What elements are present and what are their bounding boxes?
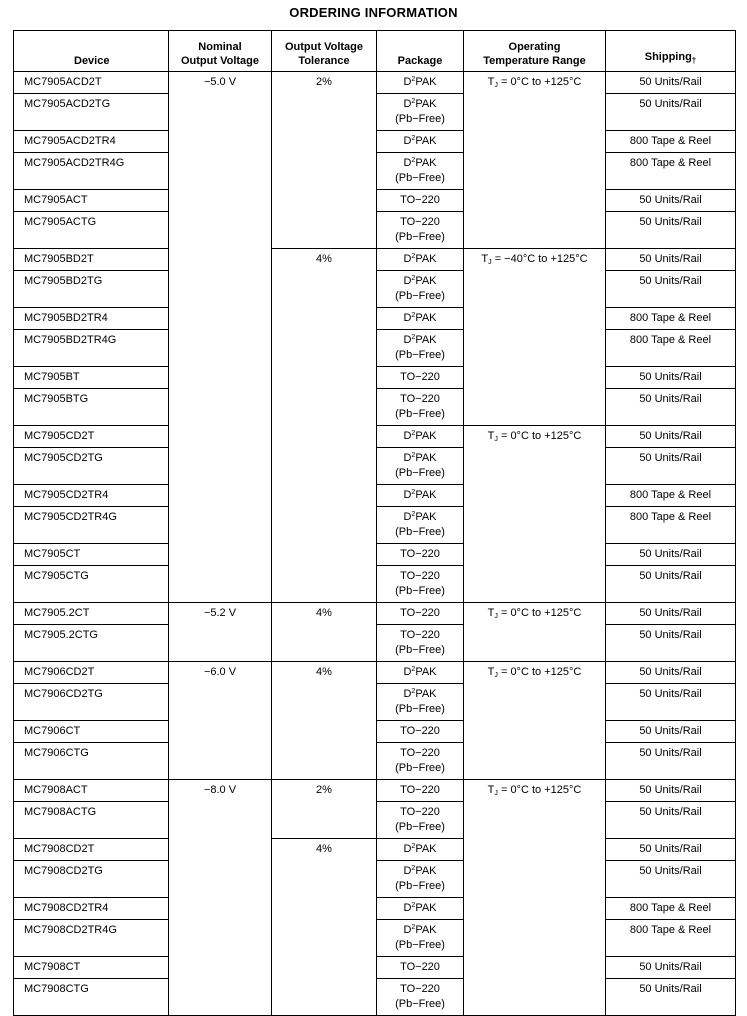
package-name-suffix: PAK xyxy=(415,843,437,855)
page-title: ORDERING INFORMATION xyxy=(289,5,458,20)
table-row xyxy=(14,839,736,861)
shipping-cell: 50 Units/Rail xyxy=(606,780,736,802)
shipping-cell: 50 Units/Rail xyxy=(606,271,736,308)
package-cell xyxy=(377,448,464,485)
package-name: D xyxy=(403,430,412,442)
shipping-cell: 50 Units/Rail xyxy=(606,861,736,898)
device-cell: MC7905BD2TG xyxy=(14,271,169,308)
device-cell: MC7906CD2T xyxy=(14,662,169,684)
temp-subscript: J xyxy=(494,436,498,443)
package-name: D xyxy=(403,98,412,110)
shipping-cell: 50 Units/Rail xyxy=(606,249,736,271)
package-cell xyxy=(377,721,464,743)
package-cell xyxy=(377,743,464,780)
temp-symbol: T xyxy=(487,784,495,796)
temperature-cell xyxy=(464,426,606,603)
header-package: Package xyxy=(377,31,464,72)
package-superscript: 2 xyxy=(411,452,416,459)
package-name: D xyxy=(403,924,412,936)
temp-symbol: T xyxy=(487,666,495,678)
package-pb-free: (Pb−Free) xyxy=(395,171,445,184)
device-cell: MC7905CTG xyxy=(14,566,169,603)
package-name: TO−220 xyxy=(400,548,440,560)
device-cell: MC7906CT xyxy=(14,721,169,743)
table-row xyxy=(14,662,736,684)
shipping-cell: 50 Units/Rail xyxy=(606,625,736,662)
device-cell: MC7905CD2TR4 xyxy=(14,485,169,507)
temp-symbol: T xyxy=(487,76,495,88)
shipping-cell: 800 Tape & Reel xyxy=(606,485,736,507)
device-cell: MC7905ACD2TG xyxy=(14,94,169,131)
shipping-cell: 50 Units/Rail xyxy=(606,190,736,212)
package-name: D xyxy=(403,253,412,265)
package-cell xyxy=(377,898,464,920)
device-cell: MC7908CD2T xyxy=(14,839,169,861)
shipping-cell: 50 Units/Rail xyxy=(606,566,736,603)
shipping-cell: 50 Units/Rail xyxy=(606,802,736,839)
package-cell xyxy=(377,507,464,544)
tolerance-cell: 4% xyxy=(272,662,377,780)
package-pb-free: (Pb−Free) xyxy=(395,761,445,774)
package-cell xyxy=(377,94,464,131)
package-name: TO−220 xyxy=(400,725,440,737)
tolerance-cell: 4% xyxy=(272,839,377,1016)
package-superscript: 2 xyxy=(411,334,416,341)
package-name-suffix: PAK xyxy=(415,98,437,110)
device-cell: MC7908ACT xyxy=(14,780,169,802)
package-name: TO−220 xyxy=(400,216,440,228)
package-name-suffix: PAK xyxy=(415,135,437,147)
temp-symbol: T xyxy=(487,607,495,619)
package-cell xyxy=(377,271,464,308)
package-pb-free: (Pb−Free) xyxy=(395,643,445,656)
package-superscript: 2 xyxy=(411,98,416,105)
package-pb-free: (Pb−Free) xyxy=(395,820,445,833)
shipping-cell: 50 Units/Rail xyxy=(606,72,736,94)
temp-subscript: J xyxy=(488,259,492,266)
package-pb-free: (Pb−Free) xyxy=(395,112,445,125)
package-name: D xyxy=(403,157,412,169)
voltage-cell: −5.2 V xyxy=(169,603,272,662)
package-name: D xyxy=(403,76,412,88)
package-cell xyxy=(377,367,464,389)
package-name: D xyxy=(403,452,412,464)
shipping-cell: 50 Units/Rail xyxy=(606,721,736,743)
package-name: D xyxy=(403,275,412,287)
package-name: TO−220 xyxy=(400,806,440,818)
package-cell xyxy=(377,212,464,249)
table-row xyxy=(14,72,736,94)
package-name: D xyxy=(403,135,412,147)
package-name-suffix: PAK xyxy=(415,430,437,442)
shipping-cell: 800 Tape & Reel xyxy=(606,920,736,957)
shipping-cell: 800 Tape & Reel xyxy=(606,308,736,330)
package-name: D xyxy=(403,666,412,678)
device-cell: MC7905ACT xyxy=(14,190,169,212)
voltage-cell: −8.0 V xyxy=(169,780,272,1016)
shipping-cell: 50 Units/Rail xyxy=(606,389,736,426)
package-superscript: 2 xyxy=(411,688,416,695)
package-name-suffix: PAK xyxy=(415,924,437,936)
temp-range: = 0°C to +125°C xyxy=(497,430,582,442)
package-name: D xyxy=(403,688,412,700)
shipping-cell: 50 Units/Rail xyxy=(606,544,736,566)
package-cell xyxy=(377,920,464,957)
package-superscript: 2 xyxy=(411,135,416,142)
package-pb-free: (Pb−Free) xyxy=(395,584,445,597)
header-row xyxy=(14,31,736,72)
tolerance-cell: 4% xyxy=(272,249,377,603)
device-cell: MC7905ACD2T xyxy=(14,72,169,94)
shipping-cell: 50 Units/Rail xyxy=(606,94,736,131)
package-name-suffix: PAK xyxy=(415,666,437,678)
device-cell: MC7908CD2TR4G xyxy=(14,920,169,957)
device-cell: MC7905BD2T xyxy=(14,249,169,271)
device-cell: MC7905ACTG xyxy=(14,212,169,249)
shipping-cell: 50 Units/Rail xyxy=(606,743,736,780)
shipping-cell: 50 Units/Rail xyxy=(606,603,736,625)
device-cell: MC7905ACD2TR4 xyxy=(14,131,169,153)
package-name-suffix: PAK xyxy=(415,489,437,501)
device-cell: MC7905CD2TR4G xyxy=(14,507,169,544)
package-cell xyxy=(377,330,464,367)
package-cell xyxy=(377,625,464,662)
temp-range: = −40°C to +125°C xyxy=(491,253,588,265)
package-name: TO−220 xyxy=(400,629,440,641)
temperature-cell xyxy=(464,72,606,249)
package-pb-free: (Pb−Free) xyxy=(395,525,445,538)
device-cell: MC7905.2CTG xyxy=(14,625,169,662)
package-name: D xyxy=(403,865,412,877)
temp-symbol: T xyxy=(481,253,489,265)
package-cell xyxy=(377,603,464,625)
package-name-suffix: PAK xyxy=(415,452,437,464)
package-superscript: 2 xyxy=(411,924,416,931)
device-cell: MC7905BT xyxy=(14,367,169,389)
package-cell xyxy=(377,839,464,861)
package-cell xyxy=(377,389,464,426)
device-cell: MC7905CT xyxy=(14,544,169,566)
package-pb-free: (Pb−Free) xyxy=(395,702,445,715)
package-cell xyxy=(377,426,464,448)
temp-subscript: J xyxy=(494,672,498,679)
shipping-cell: 50 Units/Rail xyxy=(606,839,736,861)
shipping-cell: 50 Units/Rail xyxy=(606,979,736,1016)
shipping-cell: 50 Units/Rail xyxy=(606,367,736,389)
package-superscript: 2 xyxy=(411,865,416,872)
temp-subscript: J xyxy=(494,82,498,89)
device-cell: MC7908CD2TG xyxy=(14,861,169,898)
package-superscript: 2 xyxy=(411,902,416,909)
package-cell xyxy=(377,566,464,603)
package-name-suffix: PAK xyxy=(415,253,437,265)
package-name-suffix: PAK xyxy=(415,157,437,169)
package-name: TO−220 xyxy=(400,784,440,796)
package-superscript: 2 xyxy=(411,275,416,282)
tolerance-cell: 4% xyxy=(272,603,377,662)
package-name: D xyxy=(403,511,412,523)
header-temperature: Operating Temperature Range xyxy=(464,31,606,72)
package-cell xyxy=(377,979,464,1016)
shipping-cell: 800 Tape & Reel xyxy=(606,898,736,920)
temp-range: = 0°C to +125°C xyxy=(497,76,582,88)
package-name: TO−220 xyxy=(400,961,440,973)
package-name-suffix: PAK xyxy=(415,865,437,877)
package-name-suffix: PAK xyxy=(415,76,437,88)
header-device: Device xyxy=(14,31,169,72)
package-cell xyxy=(377,662,464,684)
package-cell xyxy=(377,72,464,94)
shipping-cell: 50 Units/Rail xyxy=(606,212,736,249)
package-name: TO−220 xyxy=(400,983,440,995)
device-cell: MC7905BTG xyxy=(14,389,169,426)
shipping-cell: 800 Tape & Reel xyxy=(606,153,736,190)
temperature-cell xyxy=(464,603,606,662)
package-name: TO−220 xyxy=(400,747,440,759)
ordering-table xyxy=(13,30,736,1016)
package-cell xyxy=(377,684,464,721)
package-superscript: 2 xyxy=(411,253,416,260)
package-pb-free: (Pb−Free) xyxy=(395,879,445,892)
package-superscript: 2 xyxy=(411,157,416,164)
package-superscript: 2 xyxy=(411,511,416,518)
shipping-footnote-mark: † xyxy=(691,56,697,65)
package-name: D xyxy=(403,843,412,855)
table-row xyxy=(14,780,736,802)
shipping-cell: 50 Units/Rail xyxy=(606,684,736,721)
package-pb-free: (Pb−Free) xyxy=(395,997,445,1010)
package-superscript: 2 xyxy=(411,843,416,850)
package-superscript: 2 xyxy=(411,489,416,496)
package-cell xyxy=(377,308,464,330)
temperature-cell xyxy=(464,780,606,1016)
package-name: D xyxy=(403,334,412,346)
device-cell: MC7908ACTG xyxy=(14,802,169,839)
package-name: D xyxy=(403,902,412,914)
device-cell: MC7906CD2TG xyxy=(14,684,169,721)
shipping-cell: 50 Units/Rail xyxy=(606,662,736,684)
package-name-suffix: PAK xyxy=(415,688,437,700)
package-pb-free: (Pb−Free) xyxy=(395,466,445,479)
package-name-suffix: PAK xyxy=(415,902,437,914)
package-superscript: 2 xyxy=(411,76,416,83)
package-cell xyxy=(377,780,464,802)
device-cell: MC7905BD2TR4G xyxy=(14,330,169,367)
package-pb-free: (Pb−Free) xyxy=(395,230,445,243)
package-cell xyxy=(377,190,464,212)
device-cell: MC7906CTG xyxy=(14,743,169,780)
device-cell: MC7908CT xyxy=(14,957,169,979)
package-name: D xyxy=(403,312,412,324)
package-cell xyxy=(377,153,464,190)
package-superscript: 2 xyxy=(411,666,416,673)
package-name: TO−220 xyxy=(400,607,440,619)
voltage-cell: −6.0 V xyxy=(169,662,272,780)
device-cell: MC7905CD2T xyxy=(14,426,169,448)
package-name: TO−220 xyxy=(400,393,440,405)
shipping-cell: 50 Units/Rail xyxy=(606,448,736,485)
voltage-cell: −5.0 V xyxy=(169,72,272,603)
package-cell xyxy=(377,485,464,507)
device-cell: MC7908CD2TR4 xyxy=(14,898,169,920)
package-name: TO−220 xyxy=(400,570,440,582)
package-name: D xyxy=(403,489,412,501)
temp-range: = 0°C to +125°C xyxy=(497,666,582,678)
temp-range: = 0°C to +125°C xyxy=(497,784,582,796)
temperature-cell xyxy=(464,662,606,780)
package-name-suffix: PAK xyxy=(415,312,437,324)
device-cell: MC7905CD2TG xyxy=(14,448,169,485)
package-cell xyxy=(377,861,464,898)
shipping-cell: 800 Tape & Reel xyxy=(606,330,736,367)
temp-subscript: J xyxy=(494,790,498,797)
tolerance-cell: 2% xyxy=(272,72,377,249)
temp-symbol: T xyxy=(487,430,495,442)
package-name: TO−220 xyxy=(400,371,440,383)
package-name: TO−220 xyxy=(400,194,440,206)
package-superscript: 2 xyxy=(411,312,416,319)
package-pb-free: (Pb−Free) xyxy=(395,348,445,361)
package-name-suffix: PAK xyxy=(415,334,437,346)
package-name-suffix: PAK xyxy=(415,275,437,287)
temp-range: = 0°C to +125°C xyxy=(497,607,582,619)
package-name-suffix: PAK xyxy=(415,511,437,523)
device-cell: MC7908CTG xyxy=(14,979,169,1016)
header-nominal-voltage: Nominal Output Voltage xyxy=(169,31,272,72)
header-tolerance: Output Voltage Tolerance xyxy=(272,31,377,72)
package-cell xyxy=(377,957,464,979)
package-cell xyxy=(377,544,464,566)
device-cell: MC7905.2CT xyxy=(14,603,169,625)
ordering-table-body xyxy=(14,72,736,1016)
device-cell: MC7905BD2TR4 xyxy=(14,308,169,330)
package-pb-free: (Pb−Free) xyxy=(395,938,445,951)
device-cell: MC7905ACD2TR4G xyxy=(14,153,169,190)
package-cell xyxy=(377,131,464,153)
shipping-cell: 800 Tape & Reel xyxy=(606,131,736,153)
shipping-cell: 800 Tape & Reel xyxy=(606,507,736,544)
package-superscript: 2 xyxy=(411,430,416,437)
package-pb-free: (Pb−Free) xyxy=(395,407,445,420)
header-shipping: Shipping$_\dagger$ xyxy=(606,31,736,72)
package-cell xyxy=(377,249,464,271)
table-row xyxy=(14,603,736,625)
package-cell xyxy=(377,802,464,839)
shipping-cell: 50 Units/Rail xyxy=(606,426,736,448)
temperature-cell xyxy=(464,249,606,426)
tolerance-cell: 2% xyxy=(272,780,377,839)
temp-subscript: J xyxy=(494,613,498,620)
table-row xyxy=(14,249,736,271)
shipping-cell: 50 Units/Rail xyxy=(606,957,736,979)
package-pb-free: (Pb−Free) xyxy=(395,289,445,302)
